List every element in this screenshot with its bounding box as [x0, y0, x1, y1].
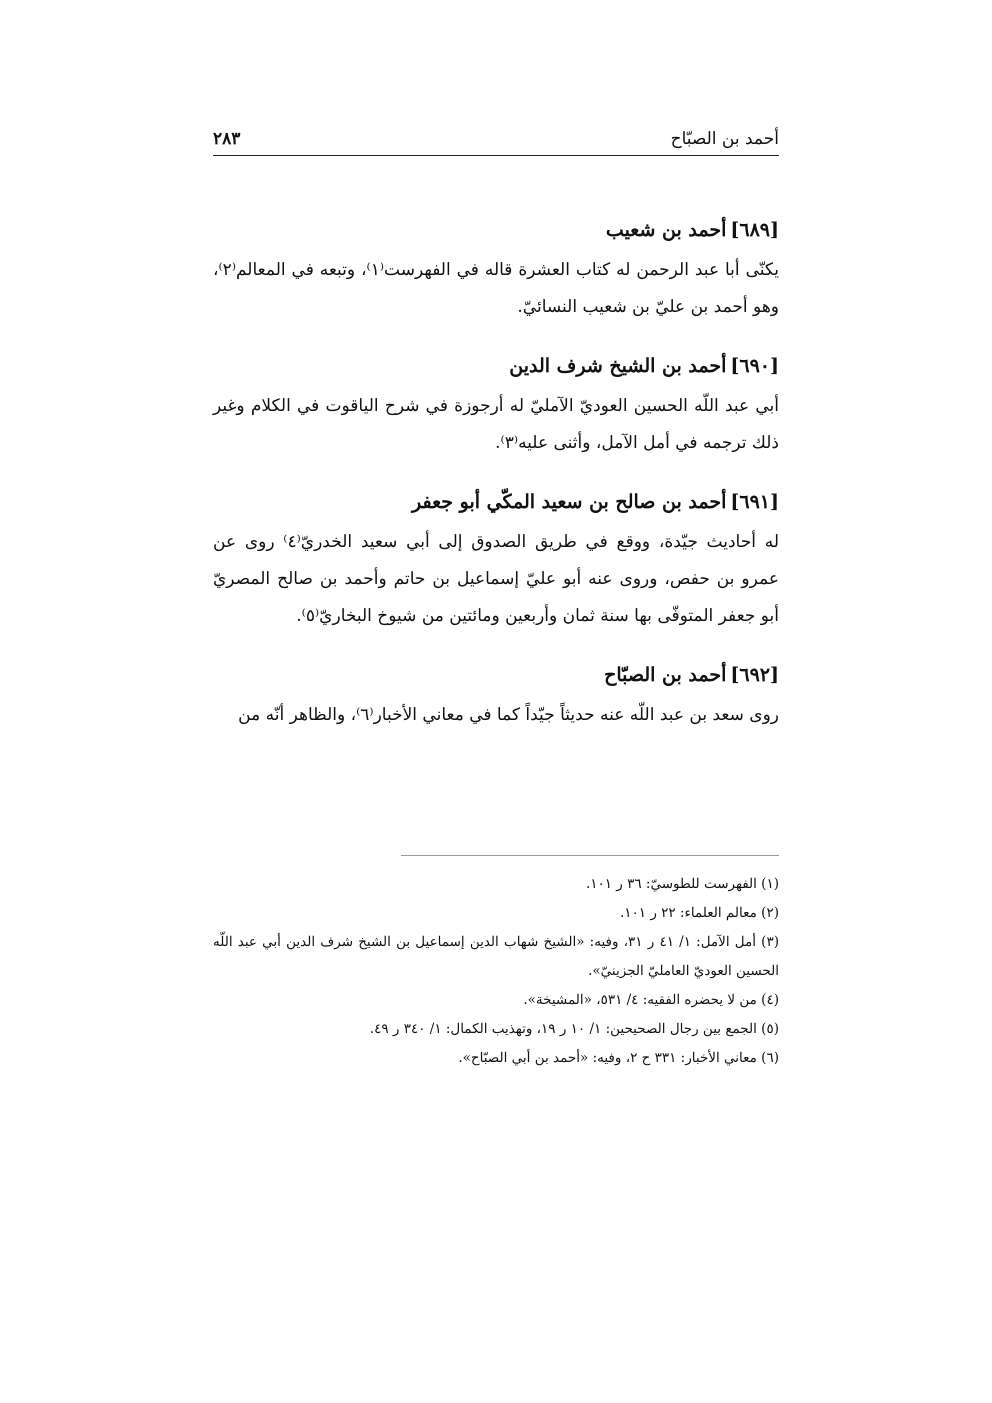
entry-body: أبي عبد اللّه الحسين العوديّ الآمليّ له أرجوزة في شرح الياقوت في الكلام وغير ذلك ترجمه في أمل الآمل، وأثنى عليه⁽٣⁾.: [213, 396, 779, 453]
page-number: ٢٨٣: [213, 129, 241, 149]
footnote-2: (٢) معالم العلماء: ٢٢ ر ١٠١.: [620, 905, 779, 921]
entry-heading: [213, 348, 779, 384]
entry-heading: [213, 212, 779, 248]
footnote-5: (٥) الجمع بين رجال الصحيحين: ١/ ١٠ ر ١٩، وتهذيب الكمال: ١/ ٣٤٠ ر ٤٩.: [369, 1021, 779, 1037]
entry-number: [٦٨٩]: [730, 219, 779, 241]
footnote-4: (٤) من لا يحضره الفقيه: ٤/ ٥٣١، «المشيخة».: [523, 992, 779, 1008]
footnote-3: (٣) أمل الآمل: ١/ ٤١ ر ٣١، وفيه: «الشيخ شهاب الدين إسماعيل بن الشيخ شرف الدين أبي عبد اللّه الحسين العوديّ العامليّ الجزينيّ».: [213, 934, 779, 979]
entry-title: أحمد بن شعيب: [605, 219, 727, 241]
running-title: أحمد بن الصبّاح: [670, 129, 779, 149]
entry-690: [213, 348, 779, 462]
entry-title: أحمد بن صالح بن سعيد المكّي أبو جعفر: [412, 491, 727, 513]
entry-heading: [213, 657, 779, 693]
main-text: [213, 212, 779, 756]
entry-title: أحمد بن الشيخ شرف الدين: [509, 355, 727, 377]
entry-title: أحمد بن الصبّاح: [604, 664, 727, 686]
footnote-6: (٦) معاني الأخبار: ٣٣١ ح ٢، وفيه: «أحمد بن أبي الصبّاح».: [458, 1050, 779, 1066]
footnotes: [213, 870, 779, 1073]
entry-number: [٦٩٢]: [730, 664, 779, 686]
footnote-divider: [401, 855, 779, 856]
entry-body: يكنّى أبا عبد الرحمن له كتاب العشرة قاله في الفهرست⁽١⁾، وتبعه في المعالم⁽٢⁾، وهو أحمد بن عليّ بن شعيب النسائيّ.: [213, 260, 779, 317]
running-header: [213, 128, 779, 158]
header-divider: [213, 155, 779, 156]
entry-heading: [213, 484, 779, 520]
entry-691: [213, 484, 779, 635]
entry-number: [٦٩٠]: [730, 355, 779, 377]
entry-692: [213, 657, 779, 734]
entry-689: [213, 212, 779, 326]
entry-body: له أحاديث جيّدة، ووقع في طريق الصدوق إلى أبي سعيد الخدريّ⁽٤⁾ روى عن عمرو بن حفص، وروى عنه أبو عليّ إسماعيل بن حاتم وأحمد بن صالح المصريّ أبو جعفر المتوفّى بها سنة ثمان وأربعين ومائتين من شيوخ البخاريّ⁽٥⁾.: [213, 532, 779, 626]
entry-number: [٦٩١]: [730, 491, 779, 513]
entry-body: روى سعد بن عبد اللّه عنه حديثاً جيّداً كما في معاني الأخبار⁽٦⁾، والظاهر أنّه من: [238, 705, 779, 725]
footnote-1: (١) الفهرست للطوسيّ: ٣٦ ر ١٠١.: [585, 876, 779, 892]
